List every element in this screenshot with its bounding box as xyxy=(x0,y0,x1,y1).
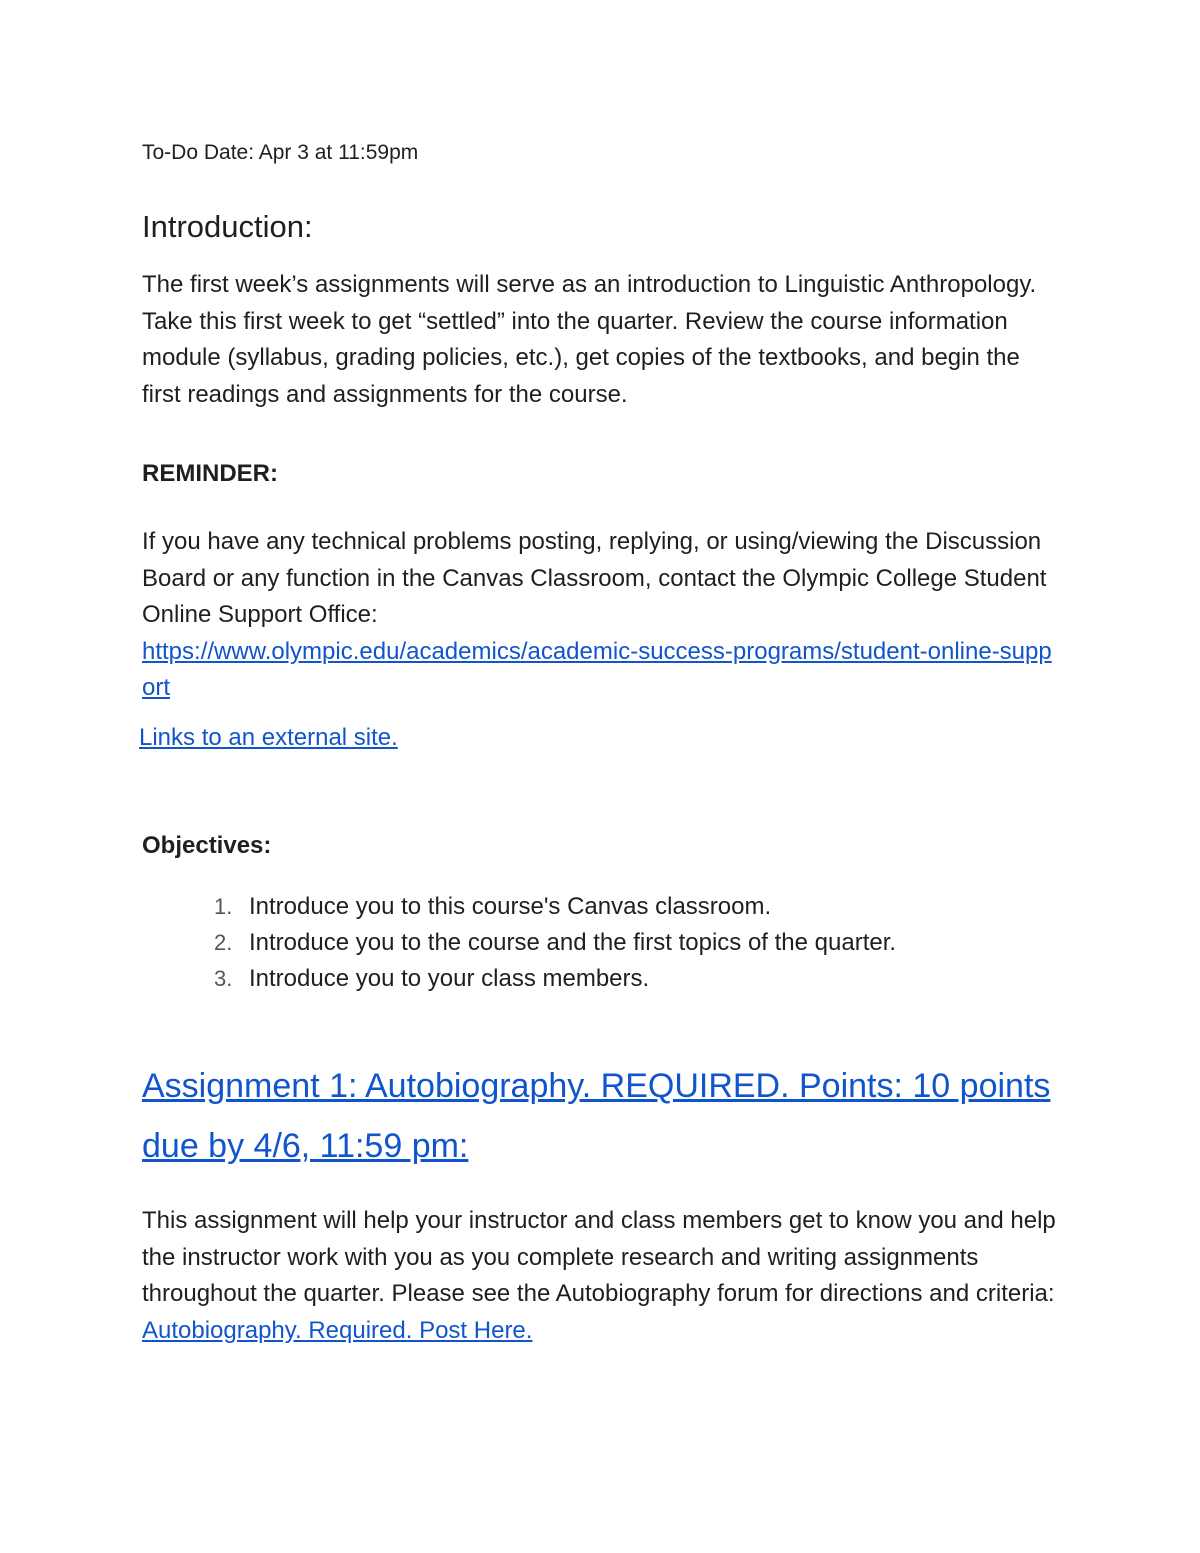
objectives-list xyxy=(142,889,896,997)
list-item xyxy=(142,961,896,997)
support-office-link[interactable]: https://www.olympic.edu/academics/academic-success-programs/student-online-support xyxy=(142,637,1052,701)
list-item xyxy=(142,925,896,961)
list-item-number: 1. xyxy=(214,894,233,919)
list-item xyxy=(142,889,896,925)
list-item-text: Introduce you to this course's Canvas classroom. xyxy=(249,893,772,920)
list-item-text: Introduce you to your class members. xyxy=(249,965,650,992)
objectives-label: Objectives: xyxy=(142,832,272,859)
assignment-heading-link[interactable]: Assignment 1: Autobiography. REQUIRED. Points: 10 points due by 4/6, 11:59 pm: xyxy=(142,1067,1051,1165)
assignment-text-block xyxy=(142,1203,1062,1349)
list-item-number: 3. xyxy=(214,966,233,991)
assignment-text: This assignment will help your instructor and class members get to know you and help the instructor work with you as you complete research and writing assignments throughout the quarter. Please see the Autobiography forum for directions and criteria: xyxy=(142,1207,1056,1307)
introduction-heading: Introduction: xyxy=(142,209,313,244)
reminder-block xyxy=(142,524,1062,707)
autobiography-forum-link[interactable]: Autobiography. Required. Post Here. xyxy=(142,1316,533,1344)
todo-date: To-Do Date: Apr 3 at 11:59pm xyxy=(142,141,419,164)
list-item-number: 2. xyxy=(214,930,233,955)
list-item-text: Introduce you to the course and the first topics of the quarter. xyxy=(249,929,897,956)
introduction-text: The first week’s assignments will serve as an introduction to Linguistic Anthropology. Take this first week to get “settled” into the quarter. Review the course information module (syllabus, grading policies, etc.), get copies of the textbooks, and begin the first readings and assignments for the course. xyxy=(142,271,1037,408)
reminder-label: REMINDER: xyxy=(142,460,278,487)
reminder-text: If you have any technical problems posting, replying, or using/viewing the Discussion Board or any function in the Canvas Classroom, contact the Olympic College Student Online Support Office: xyxy=(142,528,1047,628)
external-site-link[interactable]: Links to an external site. xyxy=(139,724,398,751)
assignment-heading xyxy=(142,1056,1072,1176)
